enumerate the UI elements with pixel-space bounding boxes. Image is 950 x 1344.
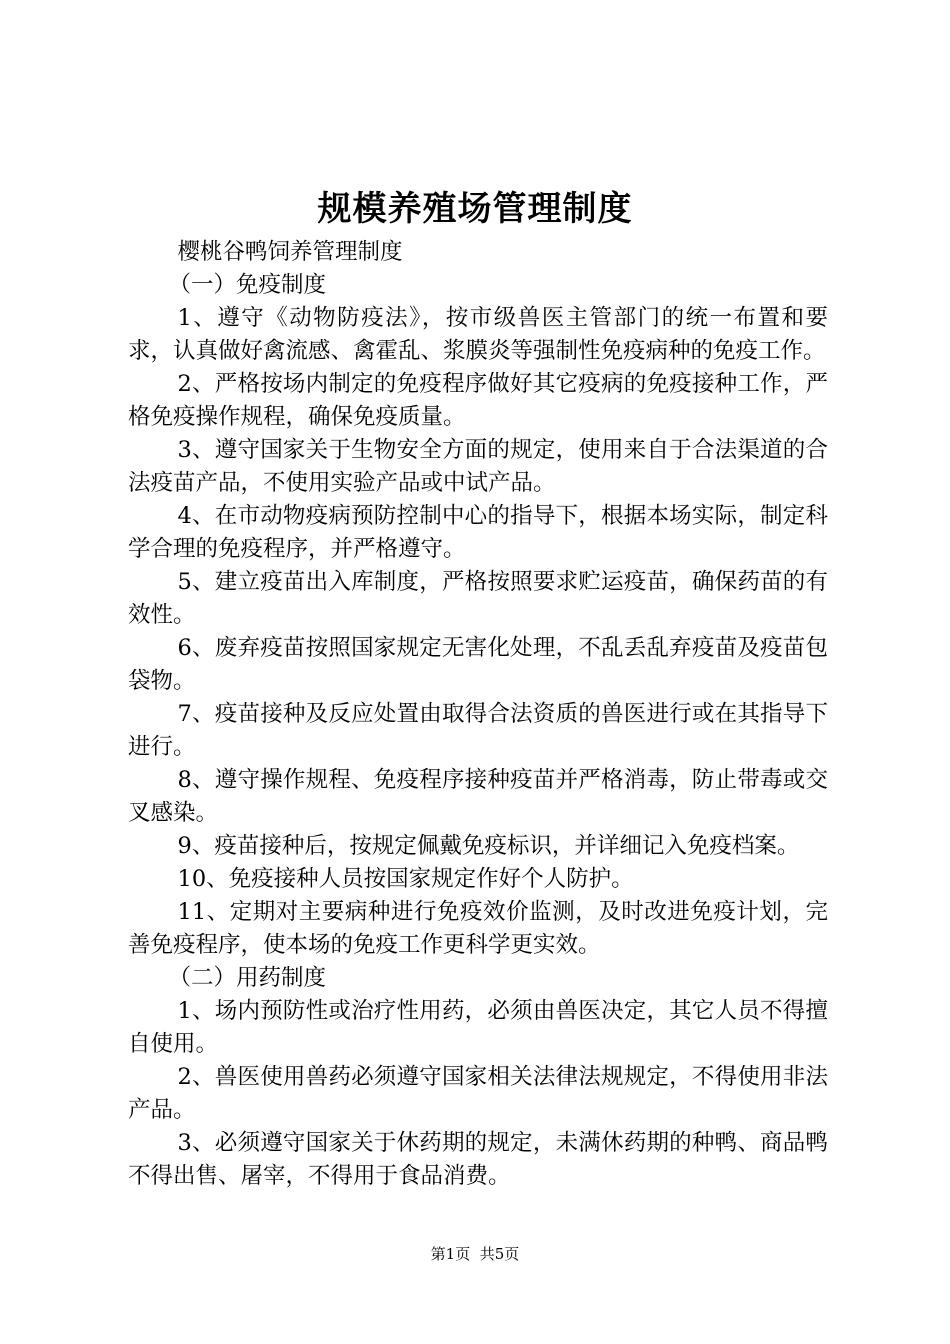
list-item: 5、建立疫苗出入库制度，严格按照要求贮运疫苗，确保药苗的有效性。 [128,569,828,628]
list-item: 9、疫苗接种后，按规定佩戴免疫标识，并详细记入免疫档案。 [177,833,800,859]
list-item: 10、免疫接种人员按国家规定作好个人防护。 [177,866,634,892]
page-total: 共5页 [479,1245,520,1263]
page-footer [0,1243,950,1265]
list-item: 7、疫苗接种及反应处置由取得合法资质的兽医进行或在其指导下进行。 [128,701,828,760]
page-number: 第1页 [430,1245,471,1263]
list-item: 11、定期对主要病种进行免疫效价监测，及时改进免疫计划，完善免疫程序，使本场的免疫工作更科学更实效。 [128,899,828,958]
document-title: 规模养殖场管理制度 [317,189,633,229]
list-item: 3、遵守国家关于生物安全方面的规定，使用来自于合法渠道的合法疫苗产品，不使用实验产品或中试产品。 [128,437,828,496]
list-item: 8、遵守操作规程、免疫程序接种疫苗并严格消毒，防止带毒或交叉感染。 [128,767,828,826]
subtitle: 樱桃谷鸭饲养管理制度 [177,239,403,265]
section-heading-immunization: （一）免疫制度 [168,272,327,298]
list-item: 1、场内预防性或治疗性用药，必须由兽医决定，其它人员不得擅自使用。 [128,998,828,1057]
document-body [128,236,828,1193]
section-heading-medication: （二）用药制度 [168,965,327,991]
list-item: 4、在市动物疫病预防控制中心的指导下，根据本场实际，制定科学合理的免疫程序，并严格遵守。 [128,503,828,562]
list-item: 2、兽医使用兽药必须遵守国家相关法律法规规定，不得使用非法产品。 [128,1064,828,1123]
list-item: 2、严格按场内制定的免疫程序做好其它疫病的免疫接种工作，严格免疫操作规程，确保免疫质量。 [128,371,828,430]
list-item: 1、遵守《动物防疫法》，按市级兽医主管部门的统一布置和要求，认真做好禽流感、禽霍乱、浆膜炎等强制性免疫病种的免疫工作。 [128,305,828,364]
list-item: 3、必须遵守国家关于休药期的规定，未满休药期的种鸭、商品鸭不得出售、屠宰，不得用于食品消费。 [128,1130,828,1189]
list-item: 6、废弃疫苗按照国家规定无害化处理，不乱丢乱弃疫苗及疫苗包袋物。 [128,635,828,694]
